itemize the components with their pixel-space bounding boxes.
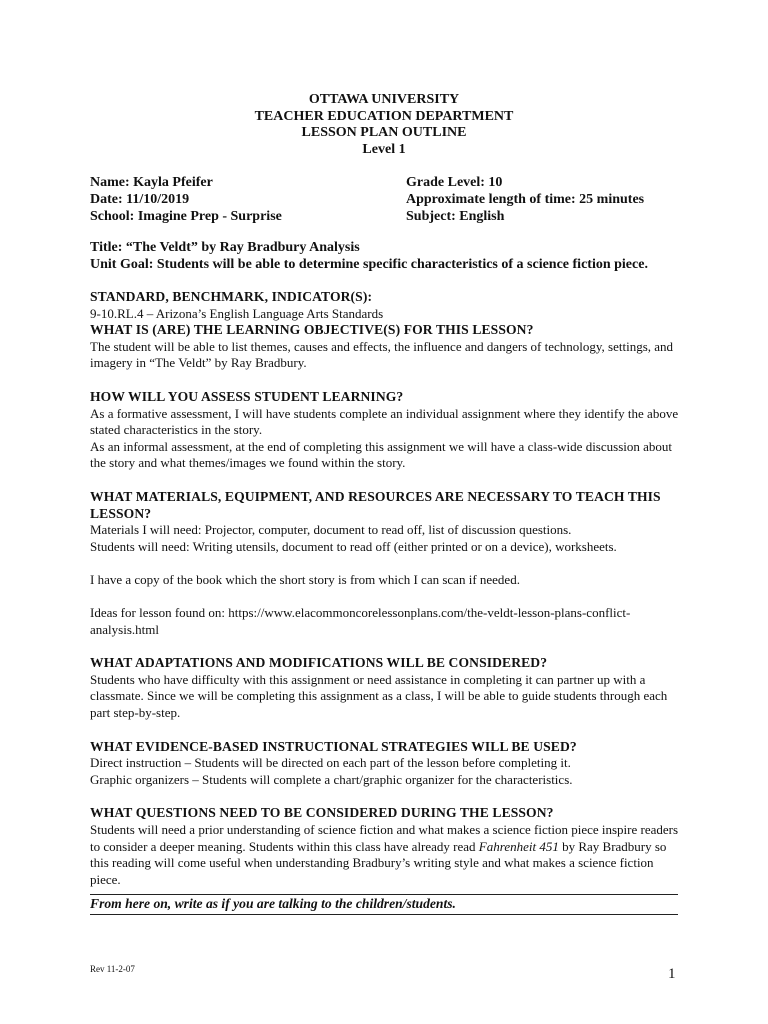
standard-text: 9-10.RL.4 – Arizona’s English Language Arts Standards — [90, 305, 384, 321]
objective-text: The student will be able to list themes, causes and effects, the influence and dangers of technology, settings, and imagery in “The Veldt” by Ray Bradbury. — [90, 338, 674, 371]
date-field: Date: 11/10/2019 — [90, 192, 190, 207]
assessment-informal: As an informal assessment, at the end of completing this assignment we will have a class-wide discussion about the story and what themes/images we found within the story. — [90, 438, 672, 471]
materials-heading: WHAT MATERIALS, EQUIPMENT, AND RESOURCES ARE NECESSARY TO TEACH THIS LESSON? — [90, 488, 661, 521]
adaptations-section — [90, 655, 682, 721]
standard-section — [90, 289, 682, 322]
materials-students: Students will need: Writing utensils, document to read off (either printed or on a device), worksheets. — [90, 538, 617, 554]
strategy-direct-instruction: Direct instruction – Students will be directed on each part of the lesson before completing it. — [90, 755, 571, 771]
materials-teacher: Materials I will need: Projector, computer, document to read off, list of discussion questions. — [90, 522, 572, 538]
title-block — [90, 239, 690, 273]
level-label: Level 1 — [362, 141, 406, 157]
strategies-heading: WHAT EVIDENCE-BASED INSTRUCTIONAL STRATEGIES WILL BE USED? — [90, 738, 577, 754]
page-number: 1 — [668, 966, 676, 982]
questions-text: Students will need a prior understanding of science fiction and what makes a science fiction piece inspire readers to consider a deeper meaning. Students within this class have already read Fahrenheit 451 by Ray Bradbury so this reading will come useful when understanding Bradbury’s writing style and what makes a science fiction piece. — [90, 822, 679, 887]
document-title: LESSON PLAN OUTLINE — [301, 125, 467, 140]
name-field: Name: Kayla Pfeifer — [90, 175, 213, 190]
lesson-title: Title: “The Veldt” by Ray Bradbury Analysis — [90, 240, 360, 255]
objective-heading: WHAT IS (ARE) THE LEARNING OBJECTIVE(S) FOR THIS LESSON? — [90, 322, 534, 338]
lesson-info — [90, 174, 690, 225]
strategy-graphic-organizers: Graphic organizers – Students will complete a chart/graphic organizer for the characteristics. — [90, 771, 573, 787]
length-field: Approximate length of time: 25 minutes — [406, 192, 645, 207]
questions-section — [90, 805, 682, 888]
footer-instruction: From here on, write as if you are talking to the children/students. — [90, 896, 456, 911]
subject-field: Subject: English — [406, 209, 505, 224]
questions-heading: WHAT QUESTIONS NEED TO BE CONSIDERED DURING THE LESSON? — [90, 805, 554, 821]
top-divider — [90, 894, 678, 895]
school-field: School: Imagine Prep - Surprise — [90, 209, 282, 224]
document-header — [0, 92, 768, 158]
department-name: TEACHER EDUCATION DEPARTMENT — [254, 108, 514, 124]
grade-field: Grade Level: 10 — [406, 175, 503, 190]
unit-goal: Unit Goal: Students will be able to determine specific characteristics of a science fiction piece. — [90, 257, 648, 272]
strategies-section — [90, 739, 682, 789]
objective-section — [90, 322, 682, 372]
materials-book-note: I have a copy of the book which the short story is from which I can scan if needed. — [90, 571, 520, 587]
assessment-section — [90, 389, 682, 472]
book-title-italic: Fahrenheit 451 — [478, 838, 559, 854]
materials-ideas-link: Ideas for lesson found on: https://www.elacommoncorelessonplans.com/the-veldt-lesson-plans-conflict-analysis.html — [90, 605, 631, 637]
materials-section — [90, 489, 682, 638]
adaptations-text: Students who have difficulty with this assignment or need assistance in completing it can partner up with a classmate. Since we will be completing this assignment as a class, I will be able to guide students through each part step-by-step. — [90, 671, 668, 721]
revision-label: Rev 11-2-07 — [90, 964, 135, 974]
standard-heading: STANDARD, BENCHMARK, INDICATOR(S): — [90, 289, 373, 304]
assessment-heading: HOW WILL YOU ASSESS STUDENT LEARNING? — [90, 388, 404, 404]
bottom-divider — [90, 914, 678, 915]
adaptations-heading: WHAT ADAPTATIONS AND MODIFICATIONS WILL BE CONSIDERED? — [90, 655, 548, 671]
assessment-formative: As a formative assessment, I will have students complete an individual assignment where they identify the above stated characteristics in the story. — [90, 405, 679, 438]
university-name: OTTAWA UNIVERSITY — [308, 92, 460, 107]
lesson-body — [90, 289, 682, 905]
